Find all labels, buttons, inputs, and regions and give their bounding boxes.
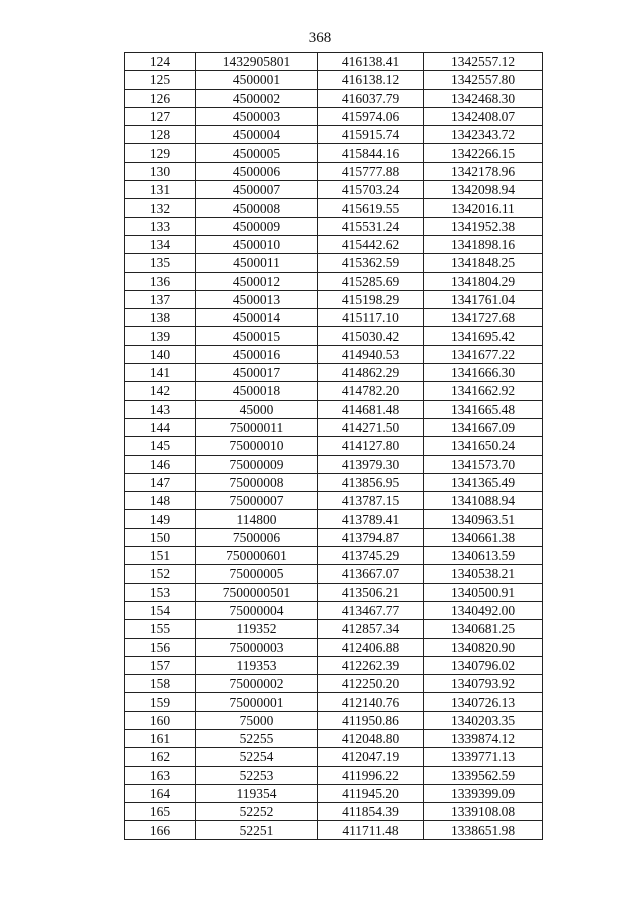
table-row xyxy=(125,162,543,180)
table-row xyxy=(125,144,543,162)
y-coordinate-cell: 1340793.92 xyxy=(424,675,543,693)
row-number-cell: 156 xyxy=(125,638,196,656)
row-number-cell: 149 xyxy=(125,510,196,528)
point-id-cell: 75000 xyxy=(196,711,318,729)
table-row xyxy=(125,638,543,656)
row-number-cell: 132 xyxy=(125,199,196,217)
x-coordinate-cell: 413667.07 xyxy=(318,565,424,583)
x-coordinate-cell: 411711.48 xyxy=(318,821,424,839)
row-number-cell: 150 xyxy=(125,528,196,546)
point-id-cell: 4500016 xyxy=(196,345,318,363)
row-number-cell: 135 xyxy=(125,254,196,272)
x-coordinate-cell: 412406.88 xyxy=(318,638,424,656)
table-row xyxy=(125,345,543,363)
row-number-cell: 157 xyxy=(125,656,196,674)
y-coordinate-cell: 1341650.24 xyxy=(424,437,543,455)
y-coordinate-cell: 1342178.96 xyxy=(424,162,543,180)
point-id-cell: 4500009 xyxy=(196,217,318,235)
table-body xyxy=(125,53,543,840)
row-number-cell: 131 xyxy=(125,181,196,199)
table-row xyxy=(125,766,543,784)
y-coordinate-cell: 1340726.13 xyxy=(424,693,543,711)
point-id-cell: 4500012 xyxy=(196,272,318,290)
x-coordinate-cell: 415442.62 xyxy=(318,235,424,253)
y-coordinate-cell: 1342468.30 xyxy=(424,89,543,107)
point-id-cell: 4500013 xyxy=(196,290,318,308)
y-coordinate-cell: 1341727.68 xyxy=(424,309,543,327)
row-number-cell: 136 xyxy=(125,272,196,290)
point-id-cell: 75000005 xyxy=(196,565,318,583)
x-coordinate-cell: 415285.69 xyxy=(318,272,424,290)
y-coordinate-cell: 1340820.90 xyxy=(424,638,543,656)
y-coordinate-cell: 1340500.91 xyxy=(424,583,543,601)
x-coordinate-cell: 414782.20 xyxy=(318,382,424,400)
row-number-cell: 151 xyxy=(125,547,196,565)
point-id-cell: 45000 xyxy=(196,400,318,418)
point-id-cell: 52251 xyxy=(196,821,318,839)
table-row xyxy=(125,455,543,473)
x-coordinate-cell: 411950.86 xyxy=(318,711,424,729)
row-number-cell: 145 xyxy=(125,437,196,455)
point-id-cell: 75000008 xyxy=(196,473,318,491)
x-coordinate-cell: 414271.50 xyxy=(318,418,424,436)
table-row xyxy=(125,729,543,747)
row-number-cell: 165 xyxy=(125,803,196,821)
y-coordinate-cell: 1341898.16 xyxy=(424,235,543,253)
table-row xyxy=(125,309,543,327)
table-row xyxy=(125,71,543,89)
table-row xyxy=(125,437,543,455)
point-id-cell: 4500003 xyxy=(196,107,318,125)
x-coordinate-cell: 412857.34 xyxy=(318,620,424,638)
x-coordinate-cell: 414681.48 xyxy=(318,400,424,418)
point-id-cell: 75000007 xyxy=(196,492,318,510)
y-coordinate-cell: 1341666.30 xyxy=(424,364,543,382)
table-row xyxy=(125,492,543,510)
y-coordinate-cell: 1340203.35 xyxy=(424,711,543,729)
x-coordinate-cell: 415117.10 xyxy=(318,309,424,327)
table-row xyxy=(125,784,543,802)
table-row xyxy=(125,400,543,418)
table-row xyxy=(125,711,543,729)
x-coordinate-cell: 415198.29 xyxy=(318,290,424,308)
row-number-cell: 130 xyxy=(125,162,196,180)
table-row xyxy=(125,327,543,345)
table-row xyxy=(125,199,543,217)
y-coordinate-cell: 1338651.98 xyxy=(424,821,543,839)
y-coordinate-cell: 1339874.12 xyxy=(424,729,543,747)
row-number-cell: 139 xyxy=(125,327,196,345)
y-coordinate-cell: 1340963.51 xyxy=(424,510,543,528)
point-id-cell: 119353 xyxy=(196,656,318,674)
table-row xyxy=(125,528,543,546)
row-number-cell: 144 xyxy=(125,418,196,436)
x-coordinate-cell: 412048.80 xyxy=(318,729,424,747)
x-coordinate-cell: 415531.24 xyxy=(318,217,424,235)
row-number-cell: 126 xyxy=(125,89,196,107)
y-coordinate-cell: 1340492.00 xyxy=(424,601,543,619)
y-coordinate-cell: 1341365.49 xyxy=(424,473,543,491)
x-coordinate-cell: 415777.88 xyxy=(318,162,424,180)
row-number-cell: 143 xyxy=(125,400,196,418)
point-id-cell: 75000003 xyxy=(196,638,318,656)
y-coordinate-cell: 1341695.42 xyxy=(424,327,543,345)
y-coordinate-cell: 1341662.92 xyxy=(424,382,543,400)
y-coordinate-cell: 1341665.48 xyxy=(424,400,543,418)
row-number-cell: 158 xyxy=(125,675,196,693)
point-id-cell: 75000011 xyxy=(196,418,318,436)
table-row xyxy=(125,675,543,693)
x-coordinate-cell: 411996.22 xyxy=(318,766,424,784)
x-coordinate-cell: 413787.15 xyxy=(318,492,424,510)
row-number-cell: 161 xyxy=(125,729,196,747)
point-id-cell: 114800 xyxy=(196,510,318,528)
point-id-cell: 4500017 xyxy=(196,364,318,382)
row-number-cell: 137 xyxy=(125,290,196,308)
row-number-cell: 140 xyxy=(125,345,196,363)
x-coordinate-cell: 415362.59 xyxy=(318,254,424,272)
table-row xyxy=(125,601,543,619)
row-number-cell: 159 xyxy=(125,693,196,711)
point-id-cell: 52254 xyxy=(196,748,318,766)
row-number-cell: 166 xyxy=(125,821,196,839)
y-coordinate-cell: 1342016.11 xyxy=(424,199,543,217)
row-number-cell: 162 xyxy=(125,748,196,766)
coordinates-table xyxy=(124,52,543,840)
table-row xyxy=(125,272,543,290)
row-number-cell: 129 xyxy=(125,144,196,162)
x-coordinate-cell: 416037.79 xyxy=(318,89,424,107)
y-coordinate-cell: 1342557.12 xyxy=(424,53,543,71)
y-coordinate-cell: 1342266.15 xyxy=(424,144,543,162)
point-id-cell: 4500001 xyxy=(196,71,318,89)
table-row xyxy=(125,473,543,491)
point-id-cell: 4500005 xyxy=(196,144,318,162)
point-id-cell: 4500004 xyxy=(196,126,318,144)
y-coordinate-cell: 1341573.70 xyxy=(424,455,543,473)
y-coordinate-cell: 1342557.80 xyxy=(424,71,543,89)
y-coordinate-cell: 1341804.29 xyxy=(424,272,543,290)
y-coordinate-cell: 1340661.38 xyxy=(424,528,543,546)
table-row xyxy=(125,418,543,436)
point-id-cell: 52252 xyxy=(196,803,318,821)
table-row xyxy=(125,583,543,601)
table-row xyxy=(125,748,543,766)
table-row xyxy=(125,364,543,382)
row-number-cell: 138 xyxy=(125,309,196,327)
y-coordinate-cell: 1340538.21 xyxy=(424,565,543,583)
point-id-cell: 75000001 xyxy=(196,693,318,711)
row-number-cell: 164 xyxy=(125,784,196,802)
table-row xyxy=(125,235,543,253)
row-number-cell: 148 xyxy=(125,492,196,510)
y-coordinate-cell: 1340613.59 xyxy=(424,547,543,565)
x-coordinate-cell: 416138.41 xyxy=(318,53,424,71)
y-coordinate-cell: 1340681.25 xyxy=(424,620,543,638)
row-number-cell: 155 xyxy=(125,620,196,638)
point-id-cell: 4500006 xyxy=(196,162,318,180)
x-coordinate-cell: 416138.12 xyxy=(318,71,424,89)
y-coordinate-cell: 1339771.13 xyxy=(424,748,543,766)
point-id-cell: 119354 xyxy=(196,784,318,802)
y-coordinate-cell: 1342098.94 xyxy=(424,181,543,199)
table-row xyxy=(125,656,543,674)
table-row xyxy=(125,126,543,144)
x-coordinate-cell: 413856.95 xyxy=(318,473,424,491)
point-id-cell: 52253 xyxy=(196,766,318,784)
point-id-cell: 4500008 xyxy=(196,199,318,217)
x-coordinate-cell: 415974.06 xyxy=(318,107,424,125)
row-number-cell: 125 xyxy=(125,71,196,89)
y-coordinate-cell: 1340796.02 xyxy=(424,656,543,674)
table-row xyxy=(125,254,543,272)
x-coordinate-cell: 412140.76 xyxy=(318,693,424,711)
table-row xyxy=(125,53,543,71)
table-row xyxy=(125,290,543,308)
table-row xyxy=(125,181,543,199)
row-number-cell: 141 xyxy=(125,364,196,382)
y-coordinate-cell: 1342343.72 xyxy=(424,126,543,144)
x-coordinate-cell: 415844.16 xyxy=(318,144,424,162)
point-id-cell: 7500000501 xyxy=(196,583,318,601)
x-coordinate-cell: 412047.19 xyxy=(318,748,424,766)
row-number-cell: 128 xyxy=(125,126,196,144)
x-coordinate-cell: 412262.39 xyxy=(318,656,424,674)
y-coordinate-cell: 1341848.25 xyxy=(424,254,543,272)
row-number-cell: 153 xyxy=(125,583,196,601)
table-row xyxy=(125,510,543,528)
x-coordinate-cell: 413789.41 xyxy=(318,510,424,528)
row-number-cell: 147 xyxy=(125,473,196,491)
point-id-cell: 4500010 xyxy=(196,235,318,253)
y-coordinate-cell: 1341952.38 xyxy=(424,217,543,235)
point-id-cell: 75000010 xyxy=(196,437,318,455)
y-coordinate-cell: 1339562.59 xyxy=(424,766,543,784)
row-number-cell: 134 xyxy=(125,235,196,253)
x-coordinate-cell: 415030.42 xyxy=(318,327,424,345)
y-coordinate-cell: 1339108.08 xyxy=(424,803,543,821)
point-id-cell: 75000004 xyxy=(196,601,318,619)
row-number-cell: 142 xyxy=(125,382,196,400)
x-coordinate-cell: 415703.24 xyxy=(318,181,424,199)
y-coordinate-cell: 1341761.04 xyxy=(424,290,543,308)
y-coordinate-cell: 1342408.07 xyxy=(424,107,543,125)
point-id-cell: 750000601 xyxy=(196,547,318,565)
point-id-cell: 119352 xyxy=(196,620,318,638)
point-id-cell: 4500002 xyxy=(196,89,318,107)
point-id-cell: 4500018 xyxy=(196,382,318,400)
row-number-cell: 127 xyxy=(125,107,196,125)
x-coordinate-cell: 415915.74 xyxy=(318,126,424,144)
y-coordinate-cell: 1339399.09 xyxy=(424,784,543,802)
point-id-cell: 75000002 xyxy=(196,675,318,693)
x-coordinate-cell: 413506.21 xyxy=(318,583,424,601)
row-number-cell: 124 xyxy=(125,53,196,71)
table-row xyxy=(125,693,543,711)
table-row xyxy=(125,803,543,821)
point-id-cell: 75000009 xyxy=(196,455,318,473)
x-coordinate-cell: 414862.29 xyxy=(318,364,424,382)
table-row xyxy=(125,107,543,125)
x-coordinate-cell: 413979.30 xyxy=(318,455,424,473)
x-coordinate-cell: 413794.87 xyxy=(318,528,424,546)
point-id-cell: 4500011 xyxy=(196,254,318,272)
point-id-cell: 1432905801 xyxy=(196,53,318,71)
point-id-cell: 4500014 xyxy=(196,309,318,327)
x-coordinate-cell: 414940.53 xyxy=(318,345,424,363)
x-coordinate-cell: 411854.39 xyxy=(318,803,424,821)
point-id-cell: 52255 xyxy=(196,729,318,747)
x-coordinate-cell: 413745.29 xyxy=(318,547,424,565)
row-number-cell: 160 xyxy=(125,711,196,729)
row-number-cell: 146 xyxy=(125,455,196,473)
page-number: 368 xyxy=(308,30,332,46)
point-id-cell: 4500015 xyxy=(196,327,318,345)
table-row xyxy=(125,821,543,839)
table-row xyxy=(125,217,543,235)
x-coordinate-cell: 415619.55 xyxy=(318,199,424,217)
y-coordinate-cell: 1341667.09 xyxy=(424,418,543,436)
y-coordinate-cell: 1341677.22 xyxy=(424,345,543,363)
point-id-cell: 7500006 xyxy=(196,528,318,546)
row-number-cell: 163 xyxy=(125,766,196,784)
table-row xyxy=(125,547,543,565)
row-number-cell: 133 xyxy=(125,217,196,235)
y-coordinate-cell: 1341088.94 xyxy=(424,492,543,510)
table-row xyxy=(125,89,543,107)
x-coordinate-cell: 414127.80 xyxy=(318,437,424,455)
table-row xyxy=(125,382,543,400)
x-coordinate-cell: 413467.77 xyxy=(318,601,424,619)
point-id-cell: 4500007 xyxy=(196,181,318,199)
row-number-cell: 152 xyxy=(125,565,196,583)
x-coordinate-cell: 411945.20 xyxy=(318,784,424,802)
x-coordinate-cell: 412250.20 xyxy=(318,675,424,693)
table-row xyxy=(125,565,543,583)
row-number-cell: 154 xyxy=(125,601,196,619)
table-row xyxy=(125,620,543,638)
